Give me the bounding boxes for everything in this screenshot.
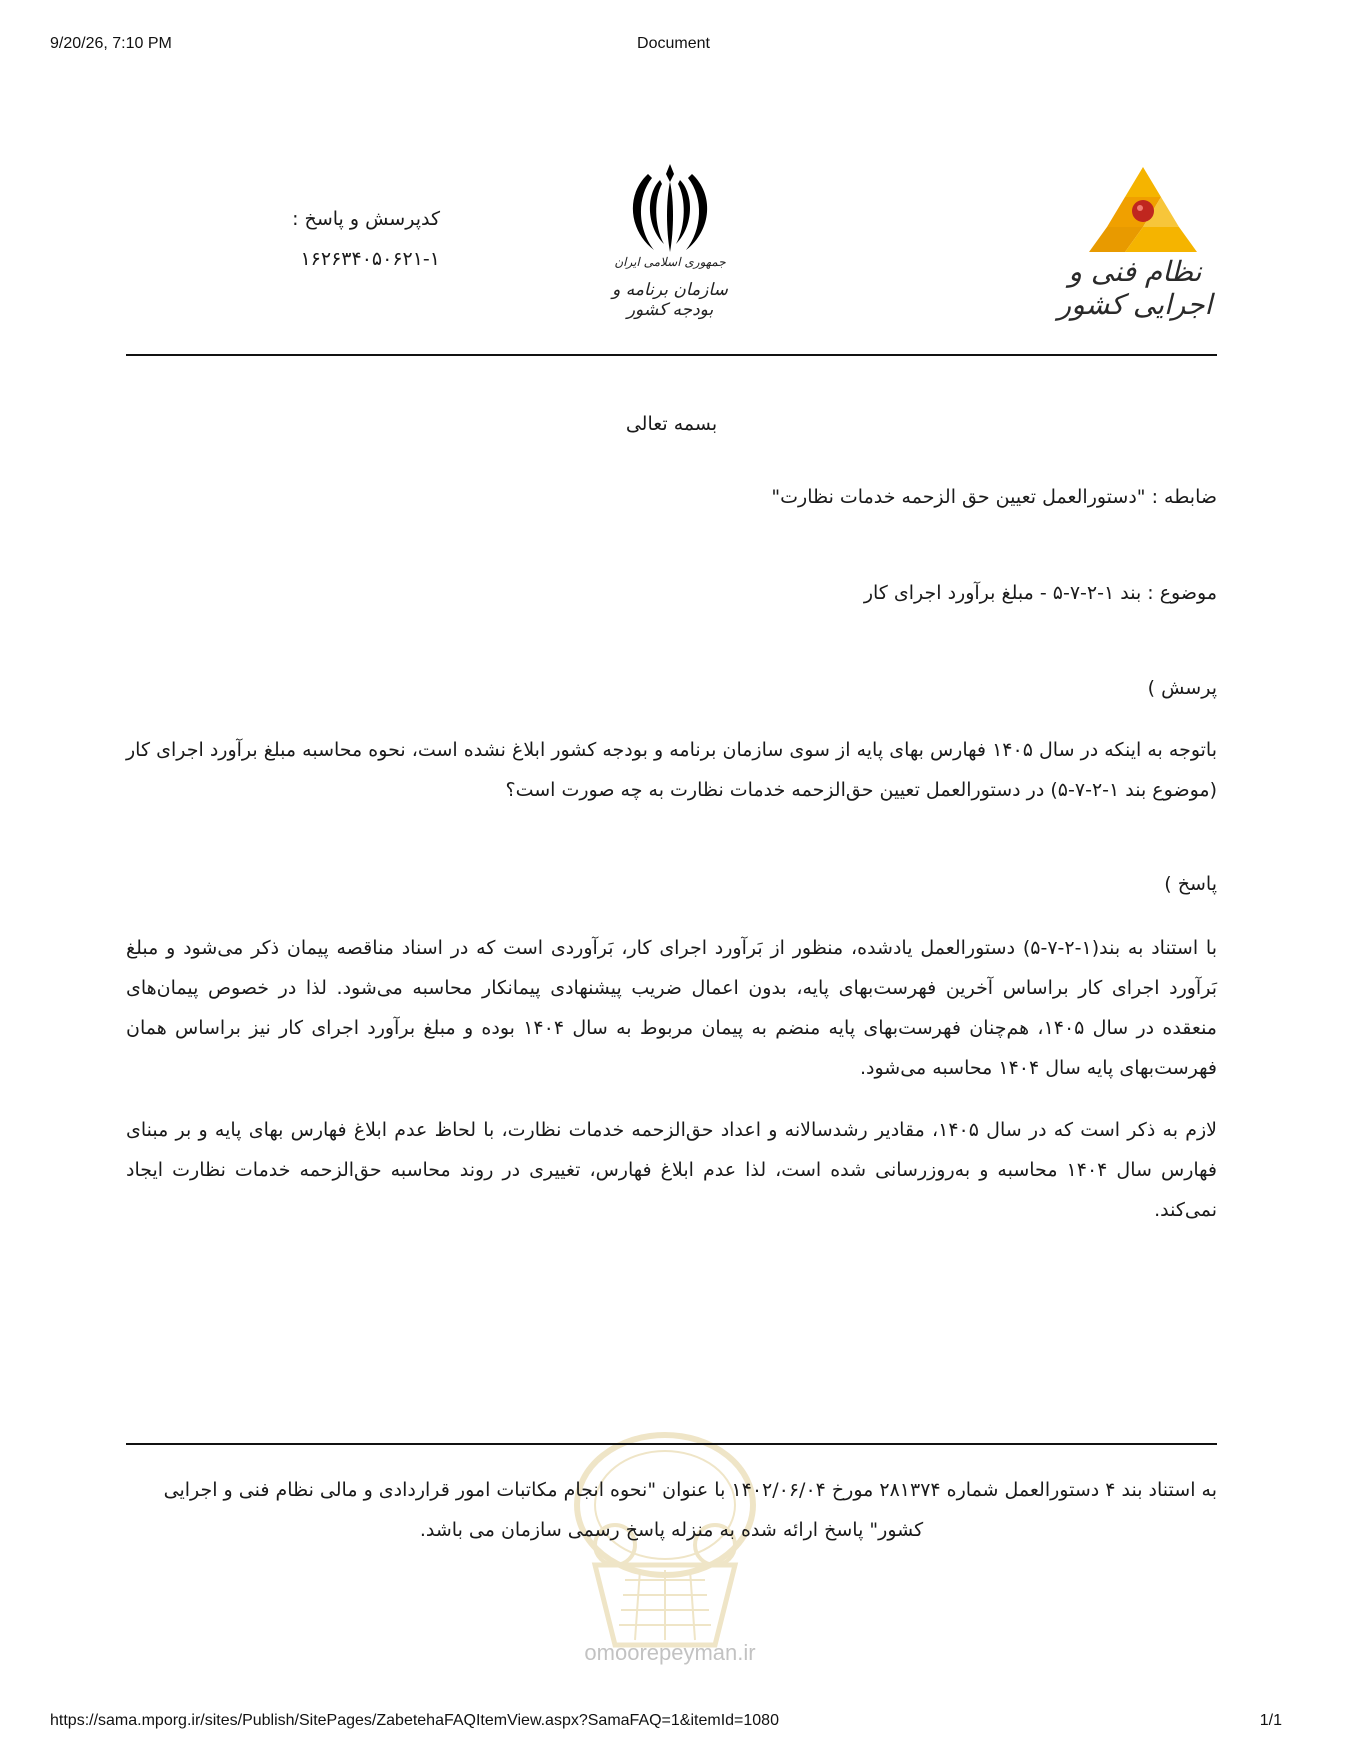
iran-emblem-icon (620, 160, 720, 260)
qa-code-value: ۱۶۲۶۳۴۰۵۰۶۲۱-۱ (300, 248, 440, 270)
rule-title: ضابطه : "دستورالعمل تعیین حق الزحمه خدمات نظارت" (771, 486, 1217, 508)
emblem-line1: جمهوری اسلامی ایران (614, 255, 726, 269)
print-doc-title: Document (637, 35, 710, 52)
qa-code-label: کدپرسش و پاسخ : (292, 208, 440, 230)
footer-note-line2: کشور" پاسخ ارائه شده به منزله پاسخ رسمی سازمان می باشد. (419, 1519, 924, 1541)
question-heading: پرسش ) (1147, 677, 1217, 699)
print-datetime: 9/20/26, 7:10 PM (50, 35, 172, 52)
print-url: https://sama.mporg.ir/sites/Publish/SitePages/ZabetehaFAQItemView.aspx?SamaFAQ=1&itemId=1080 (50, 1712, 779, 1729)
subject-line: موضوع : بند ۱-۲-۷-۵ - مبلغ برآورد اجرای کار (863, 582, 1217, 604)
print-page-count: 1/1 (1259, 1712, 1282, 1729)
bismillah-heading: بسمه تعالی (625, 413, 718, 435)
question-text: باتوجه به اینکه در سال ۱۴۰۵ فهارس بهای پایه از سوی سازمان برنامه و بودجه کشور ابلاغ نشده است، نحوه محاسبه مبلغ برآورد اجرای کار (موضوع بند ۱-۲-۷-۵) در دستورالعمل تعیین حق‌الزحمه خدمات نظارت به چه صورت است؟ (126, 739, 1218, 801)
answer-paragraph-2: لازم به ذکر است که در سال ۱۴۰۵، مقادیر رشدسالانه و اعداد حق‌الزحمه خدمات نظارت، با لحاظ عدم ابلاغ فهارس بهای پایه و بر مبنای فهارس سال ۱۴۰۴ محاسبه و به‌روزرسانی شده است، لذا عدم ابلاغ فهارس، تغییری در روند محاسبه حق‌الزحمه خدمات نظارت ایجاد نمی‌کند. (126, 1119, 1217, 1221)
watermark-site-text: omoorepeyman.ir (584, 1640, 756, 1665)
nezam-fanni-logo-text: نظام فنی و اجرایی کشور (1057, 255, 1213, 321)
emblem-line2: سازمان برنامه و بودجه کشور (612, 280, 728, 320)
footer-divider (126, 1443, 1217, 1445)
answer-paragraph-1: با استناد به بند(۱-۲-۷-۵) دستورالعمل یادشده، منظور از بَرآورد اجرای کار، بَرآوردی است که در اسناد مناقصه پیمان ذکر می‌شود و مبلغ بَرآورد اجرای کار براساس آخرین فهرست‌بهای پایه، بدون اعمال ضریب پیشنهادی پیمانکار محاسبه می‌شود. لذا در خصوص پیمان‌های منعقده در سال ۱۴۰۵، هم‌چنان فهرست‌بهای پایه منضم به پیمان مربوط به سال ۱۴۰۴ بوده و مبلغ برآورد اجرای کار نیز براساس همان فهرست‌بهای پایه سال ۱۴۰۴ محاسبه می‌شود. (126, 937, 1217, 1079)
footer-note-line1: به استناد بند ۴ دستورالعمل شماره ۲۸۱۳۷۴ مورخ ۱۴۰۲/۰۶/۰۴ با عنوان "نحوه انجام مکاتبات امور قراردادی و مالی نظام فنی و اجرایی (163, 1479, 1217, 1501)
answer-heading: پاسخ ) (1164, 873, 1217, 895)
header-divider (126, 354, 1217, 356)
